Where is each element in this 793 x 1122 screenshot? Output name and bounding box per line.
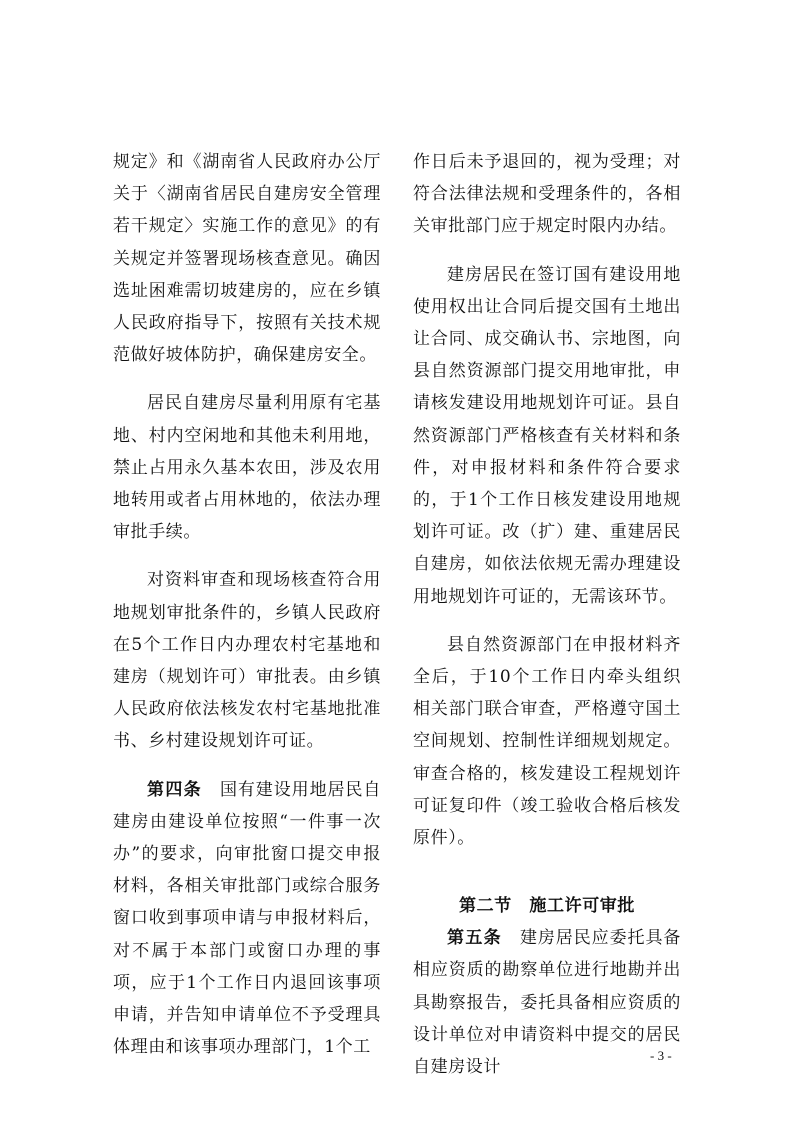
paragraph-approval: 对资料审查和现场核查符合用地规划审批条件的，乡镇人民政府在5个工作日内办理农村宅基地和建房（规划许可）审批表。由乡镇人民政府依法核发农村宅基地批准书、乡村建设规划许可证。 [113, 570, 381, 752]
article-4-text: 国有建设用地居民自建房由建设单位按照“一件事一次办”的要求，向审批窗口提交申报材料，各相关审批部门或综合服务窗口收到事项申请与申报材料后，对不属于本部门或窗口办理的事项，应于1个工作日内退回该事项申请，并告知申请单位不予受理具体理由和该事项办理部门，1个工 [113, 779, 381, 1058]
paragraph-land-use: 居民自建房尽量利用原有宅基地、村内空闲地和其他未利用地，禁止占用永久基本农田，涉及农用地转用或者占用林地的，依法办理审批手续。 [113, 393, 381, 543]
article-5-label: 第五条 [447, 928, 502, 949]
left-column [113, 146, 381, 1063]
article-4 [113, 774, 381, 1064]
paragraph-continued-right: 作日后未予退回的，视为受理；对符合法律法规和受理条件的，各相关审批部门应于规定时限内办结。 [413, 152, 681, 237]
paragraph-joint-review: 县自然资源部门在申报材料齐全后，于10个工作日内牵头组织相关部门联合审查，严格遵守国土空间规划、控制性详细规划规定。审查合格的，核发建设工程规划许可证复印件（竣工验收合格后核发原件）。 [413, 634, 681, 849]
paragraph-continued: 规定》和《湖南省人民政府办公厅关于〈湖南省居民自建房安全管理若干规定〉实施工作的意见》的有关规定并签署现场核查意见。确因选址困难需切坡建房的，应在乡镇人民政府指导下，按照有关技术规范做好坡体防护，确保建房安全。 [113, 152, 381, 366]
article-5 [413, 922, 681, 1083]
article-4-label: 第四条 [147, 779, 202, 800]
paragraph-land-permit: 建房居民在签订国有建设用地使用权出让合同后提交国有土地出让合同、成交确认书、宗地图，向县自然资源部门提交用地审批，申请核发建设用地规划许可证。县自然资源部门严格核查有关材料和条件，对申报材料和条件符合要求的，于1个工作日核发建设用地规划许可证。改（扩）建、重建居民自建房，如依法依规无需办理建设用地规划许可证的，无需该环节。 [413, 264, 681, 607]
section-title: 第二节 施工许可审批 [459, 896, 635, 917]
right-column [413, 146, 681, 1083]
article-5-text: 建房居民应委托具备相应资质的勘察单位进行地勘并出具勘察报告，委托具备相应资质的设计单位对申请资料中提交的居民自建房设计 [413, 928, 681, 1078]
page-number: - 3 - [650, 1048, 672, 1063]
